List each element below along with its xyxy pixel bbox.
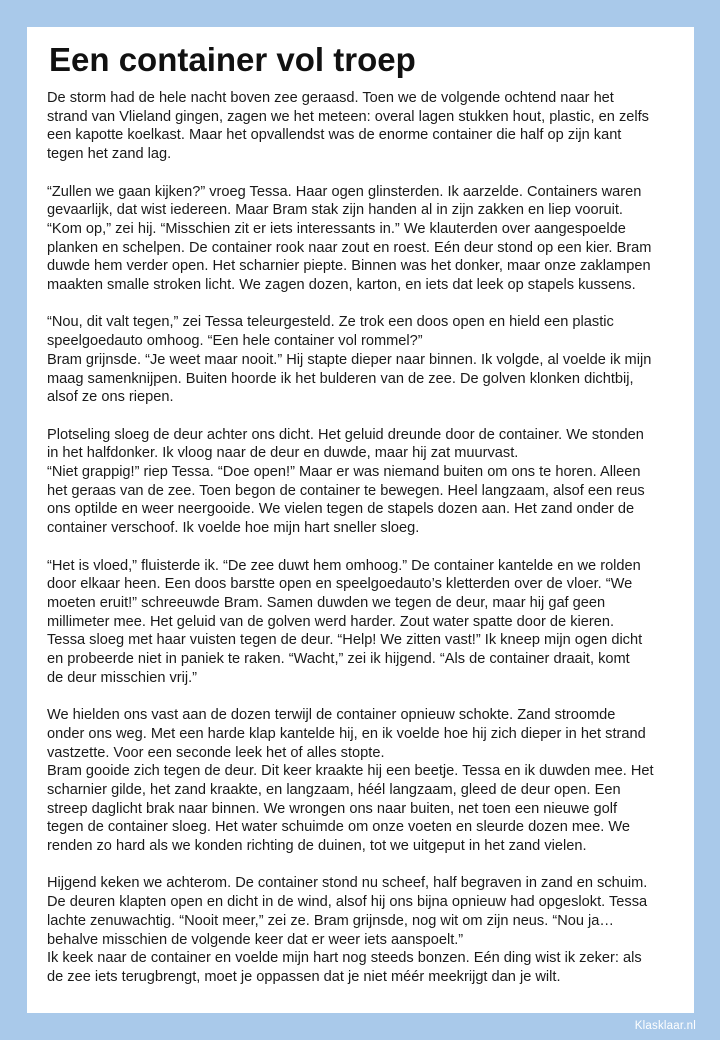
text-line: de deur misschien vrij.” [47,669,198,686]
text-line: speelgoedauto omhoog. “Een hele container vol rommel?” [47,333,423,350]
text-line: Hijgend keken we achterom. De container stond nu scheef, half begraven in zand en schuim. [47,875,648,892]
text-line: het geraas van de zee. Toen begon de container te bewegen. Heel langzaam, alsof een reus [47,482,645,499]
story-paragraph [47,313,674,407]
text-line: scharnier gilde, het zand kraakte, en langzaam, héél langzaam, gleed de deur open. Een [47,781,621,798]
text-line: gevaarlijk, dat wist iedereen. Maar Bram stak zijn handen al in zijn zakken en liep vooruit. [47,202,623,219]
text-line: vastzette. Voor een seconde leek het of alles stopte. [47,744,385,761]
text-line: millimeter mee. Het geluid van de golven werd harder. Zout water spatte door de kieren. [47,613,615,630]
story-paragraph [47,183,674,295]
text-line: strand van Vlieland gingen, zagen we het meteen: overal lagen stukken hout, plastic, en zelfs [47,108,649,125]
story-paragraph [47,89,674,164]
text-line: alsof ze ons riepen. [47,389,174,406]
story-title: Een container vol troep [49,41,416,78]
text-line: “Zullen we gaan kijken?” vroeg Tessa. Haar ogen glinsterden. Ik aarzelde. Containers waren [47,183,642,200]
worksheet-page [27,27,694,1013]
text-line: een kapotte koelkast. Maar het opvallendst was de enorme container die half op zijn kant [47,127,622,144]
text-line: De deuren klapten open en dicht in de wind, alsof hij ons bijna opnieuw had opgeslokt. Tessa [47,894,648,911]
text-line: en probeerde niet in paniek te raken. “Wacht,” zei ik hijgend. “Als de container draait, komt [47,651,630,668]
text-line: container verschoof. Ik voelde hoe mijn hart sneller sloeg. [47,520,420,537]
text-line: Plotseling sloeg de deur achter ons dicht. Het geluid dreunde door de container. We stonden [47,426,644,443]
brand-watermark: Klasklaar.nl [634,1020,696,1032]
text-line: de zee iets terugbrengt, moet je oppassen dat je niet méér meekrijgt dan je wilt. [47,968,561,985]
story-paragraph [47,706,674,856]
text-line: “Het is vloed,” fluisterde ik. “De zee duwt hem omhoog.” De container kantelde en we rolden [47,557,641,574]
text-line: duwde hem verder open. Het scharnier piepte. Binnen was het donker, maar onze zaklampen [47,258,651,275]
text-line: “Kom op,” zei hij. “Misschien zit er iets interessants in.” We klauterden over aangespoelde [47,220,626,237]
text-line: We hielden ons vast aan de dozen terwijl de container opnieuw schokte. Zand stroomde [47,707,616,724]
story-paragraph [47,874,674,986]
text-line: “Nou, dit valt tegen,” zei Tessa teleurgesteld. Ze trok een doos open en hield een plastic [47,314,614,331]
text-line: moeten eruit!” schreeuwde Bram. Samen duwden we tegen de deur, maar hij gaf geen [47,594,606,611]
text-line: maag samenknijpen. Buiten hoorde ik het bulderen van de zee. De golven klonken dichtbij, [47,370,634,387]
text-line: renden zo hard als we konden richting de duinen, tot we uitgeput in het zand vielen. [47,838,587,855]
text-line: ons optilde en weer neergooide. We vielen tegen de stapels dozen aan. Het zand onder de [47,501,635,518]
text-line: De storm had de hele nacht boven zee geraasd. Toen we de volgende ochtend naar het [47,90,614,106]
text-line: tegen het zand lag. [47,146,172,163]
story-text [47,89,674,987]
text-line: Tessa sloeg met haar vuisten tegen de deur. “Help! We zitten vast!” Ik kneep mijn ogen dicht [47,632,643,649]
story-paragraph [47,426,674,538]
text-line: Bram gooide zich tegen de deur. Dit keer kraakte hij een beetje. Tessa en ik duwden mee. Het [47,763,654,780]
text-line: streep daglicht brak naar binnen. We wrongen ons naar buiten, net toen een nieuwe golf [47,800,618,817]
story-paragraph [47,557,674,688]
text-line: Ik keek naar de container en voelde mijn hart nog steeds bonzen. Eén ding wist ik zeker: als [47,950,642,967]
text-line: in het halfdonker. Ik vloog naar de deur en duwde, maar hij zat muurvast. [47,445,519,462]
text-line: behalve misschien de volgende keer dat er weer iets aanspoelt.” [47,931,464,948]
text-line: lachte zenuwachtig. “Nooit meer,” zei ze. Bram grijnsde, nog wit om zijn neus. “Nou ja… [47,912,614,929]
text-line: tegen de container sloeg. Het water schuimde om onze voeten en sleurde dozen mee. We [47,819,631,836]
text-line: “Niet grappig!” riep Tessa. “Doe open!” Maar er was niemand buiten om ons te horen. Alleen [47,464,641,481]
text-line: onder ons weg. Met een harde klap kantelde hij, en ik voelde hoe hij zich dieper in het strand [47,725,646,742]
text-line: planken en schelpen. De container rook naar zout en roest. Eén deur stond op een kier. Bram [47,239,652,256]
text-line: maakten smalle stroken licht. We zagen dozen, karton, en iets dat leek op stapels kussens. [47,277,636,294]
text-line: door elkaar heen. Een doos barstte open en speelgoedauto’s kletterden over de vloer. “We [47,576,633,593]
text-line: Bram grijnsde. “Je weet maar nooit.” Hij stapte dieper naar binnen. Ik volgde, al voelde ik mijn [47,351,652,368]
